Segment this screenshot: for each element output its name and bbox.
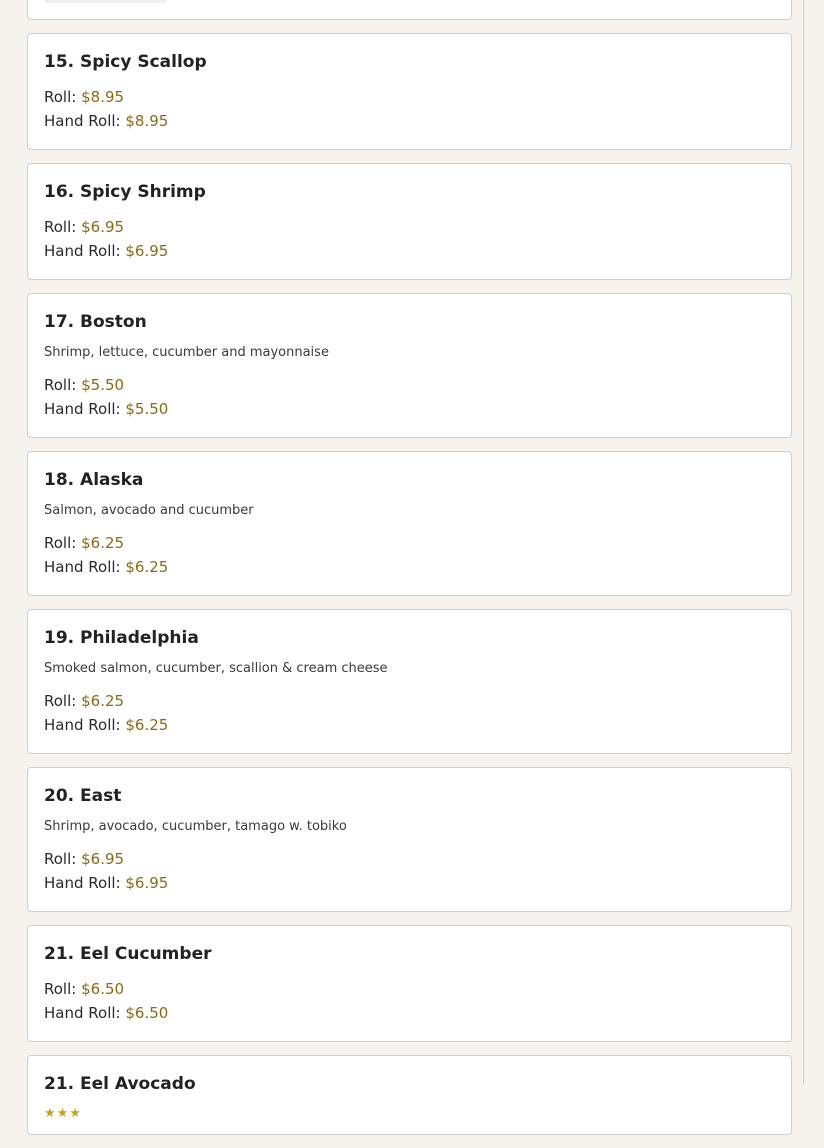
menu-item-title: 17. Boston [44, 312, 147, 332]
menu-item-title: 20. East [44, 786, 122, 806]
menu-items-container [27, 33, 792, 1042]
menu-item-title: 16. Spicy Shrimp [44, 182, 206, 202]
clipped-price-line [44, 0, 166, 3]
price-line [44, 689, 775, 713]
menu-item-card[interactable] [27, 767, 792, 912]
price-line [44, 397, 775, 421]
menu-item-title: 21. Eel Avocado [44, 1074, 196, 1094]
price-list [44, 689, 775, 753]
price-value: $6.95 [81, 218, 125, 236]
menu-list [27, 0, 792, 1148]
menu-item-card[interactable] [27, 163, 792, 280]
menu-item-card[interactable] [27, 293, 792, 438]
price-value: $8.95 [125, 112, 169, 130]
price-list [44, 85, 775, 149]
menu-item-card[interactable] [27, 609, 792, 754]
price-list [44, 531, 775, 595]
price-line [44, 109, 775, 133]
price-value: $5.50 [81, 376, 125, 394]
menu-item-description: Shrimp, avocado, cucumber, tamago w. tobiko [44, 819, 347, 834]
menu-item-title: 21. Eel Cucumber [44, 944, 212, 964]
price-value: $6.25 [125, 558, 169, 576]
menu-item-card[interactable] [27, 33, 792, 150]
price-label: Hand Roll: [44, 874, 121, 892]
price-line [44, 1001, 775, 1025]
price-line [44, 977, 775, 1001]
price-label: Roll: [44, 850, 77, 868]
price-line [44, 239, 775, 263]
price-label: Hand Roll: [44, 1004, 121, 1022]
price-value: $6.95 [125, 874, 169, 892]
price-line [44, 847, 775, 871]
price-value: $5.50 [125, 400, 169, 418]
menu-item-card-partial-top [27, 0, 792, 20]
price-label: Roll: [44, 218, 77, 236]
menu-item-description: Shrimp, lettuce, cucumber and mayonnaise [44, 345, 329, 360]
menu-item-description: Salmon, avocado and cucumber [44, 503, 254, 518]
price-label: Hand Roll: [44, 716, 121, 734]
price-label: Hand Roll: [44, 242, 121, 260]
price-list [44, 215, 775, 279]
price-value: $6.50 [125, 1004, 169, 1022]
price-label: Roll: [44, 534, 77, 552]
menu-item-title: 18. Alaska [44, 470, 144, 490]
menu-item-description: Smoked salmon, cucumber, scallion & cream cheese [44, 661, 388, 676]
price-line [44, 555, 775, 579]
menu-item-card[interactable] [27, 451, 792, 596]
price-line [44, 531, 775, 555]
menu-item-card-partial-bottom[interactable] [27, 1055, 792, 1135]
menu-item-title: 15. Spicy Scallop [44, 52, 207, 72]
price-label: Hand Roll: [44, 112, 121, 130]
price-label: Roll: [44, 376, 77, 394]
price-label: Roll: [44, 88, 77, 106]
price-line [44, 871, 775, 895]
price-line [44, 85, 775, 109]
star-rating-icon: ★★★ [44, 1106, 82, 1121]
price-value: $8.95 [81, 88, 125, 106]
price-list [44, 977, 775, 1041]
price-value: $6.50 [81, 980, 125, 998]
menu-item-title: 19. Philadelphia [44, 628, 199, 648]
price-line [44, 215, 775, 239]
price-line [44, 713, 775, 737]
price-value: $6.25 [125, 716, 169, 734]
price-list [44, 847, 775, 911]
price-label: Roll: [44, 980, 77, 998]
price-value: $6.25 [81, 534, 125, 552]
price-label: Hand Roll: [44, 558, 121, 576]
price-label: Hand Roll: [44, 400, 121, 418]
price-value: $6.25 [81, 692, 125, 710]
menu-item-card[interactable] [27, 925, 792, 1042]
price-value: $6.95 [81, 850, 125, 868]
price-label: Roll: [44, 692, 77, 710]
price-line [44, 373, 775, 397]
price-value: $6.95 [125, 242, 169, 260]
price-list [44, 373, 775, 437]
